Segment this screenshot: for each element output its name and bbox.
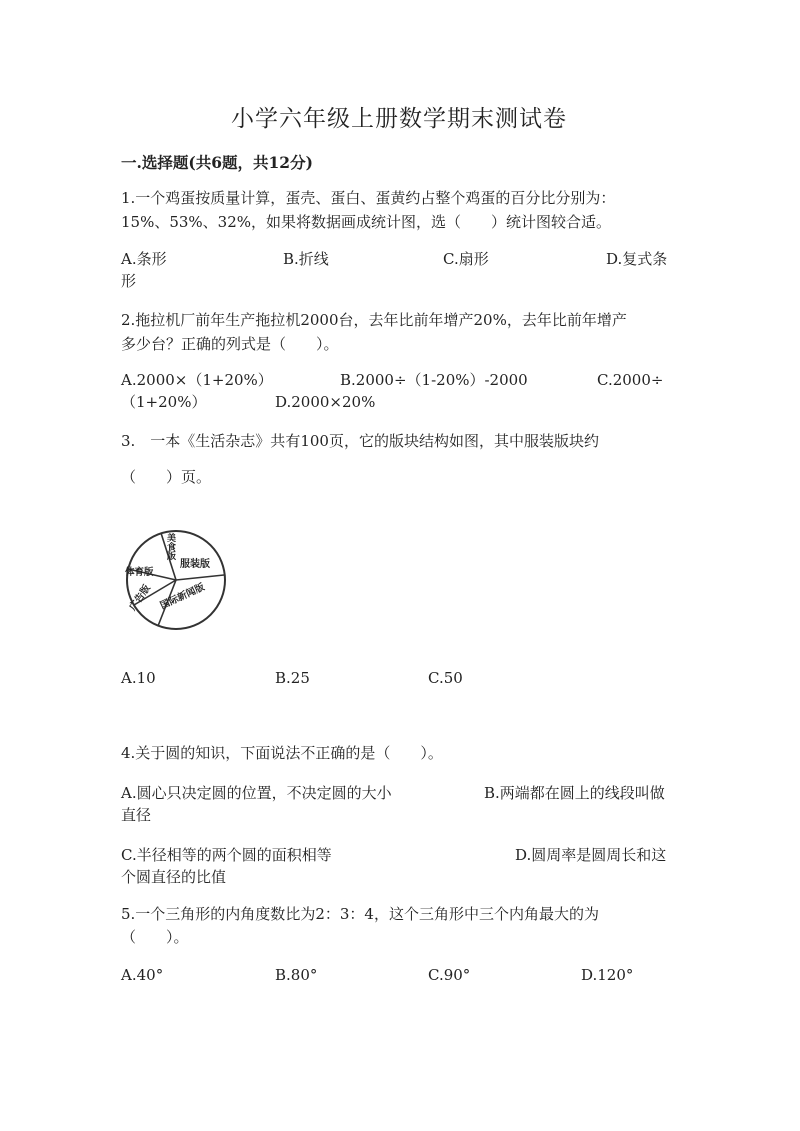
question-4-option-b-wrap: 直径 <box>121 806 152 824</box>
question-3-option-b[interactable]: B.25 <box>275 669 310 687</box>
question-2-option-a[interactable]: A.2000×（1+20%） <box>121 371 273 389</box>
pie-label-fashion: 服装版 <box>180 559 210 570</box>
question-1-option-d-wrap: 形 <box>121 272 137 290</box>
question-4-line-1: 4.关于圆的知识，下面说法不正确的是（ ）。 <box>121 744 443 762</box>
section-heading: 一.选择题(共6题，共12分) <box>121 153 313 172</box>
question-4-option-d-wrap: 个圆直径的比值 <box>121 868 227 886</box>
question-1-option-d[interactable]: D.复式条 <box>606 250 668 268</box>
question-2-option-b[interactable]: B.2000÷（1-20%）-2000 <box>340 371 528 389</box>
pie-label-international-news: 国际新闻版 <box>158 581 207 612</box>
question-1-line-1: 1.一个鸡蛋按质量计算，蛋壳、蛋白、蛋黄约占整个鸡蛋的百分比分别为： <box>121 189 616 207</box>
magazine-sections-pie-chart <box>120 525 232 633</box>
question-5-line-2: （ ）。 <box>121 928 189 946</box>
pie-label-ads: 广告版 <box>127 583 153 613</box>
question-5-line-1: 5.一个三角形的内角度数比为2：3：4，这个三角形中三个内角最大的为 <box>121 905 599 923</box>
question-4-option-a[interactable]: A.圆心只决定圆的位置，不决定圆的大小 <box>121 784 392 802</box>
question-5-option-b[interactable]: B.80° <box>275 966 318 984</box>
question-5-option-d[interactable]: D.120° <box>581 966 634 984</box>
question-1-option-c[interactable]: C.扇形 <box>443 250 489 268</box>
question-5-option-a[interactable]: A.40° <box>121 966 164 984</box>
question-2-line-2: 多少台？正确的列式是（ ）。 <box>121 335 339 353</box>
question-2-line-1: 2.拖拉机厂前年生产拖拉机2000台，去年比前年增产20%，去年比前年增产 <box>121 311 627 329</box>
question-3-option-c[interactable]: C.50 <box>428 669 463 687</box>
question-3-line-1: 3. 一本《生活杂志》共有100页，它的版块结构如图，其中服装版块约 <box>121 432 599 450</box>
page-title: 小学六年级上册数学期末测试卷 <box>231 106 567 132</box>
question-1-option-a[interactable]: A.条形 <box>121 250 167 268</box>
pie-label-sports: 体育版 <box>125 567 154 578</box>
pie-label-food: 美食版 <box>165 533 175 560</box>
question-1-line-2: 15%、53%、32%，如果将数据画成统计图，选（ ）统计图较合适。 <box>121 213 612 231</box>
question-5-option-c[interactable]: C.90° <box>428 966 471 984</box>
question-4-option-b[interactable]: B.两端都在圆上的线段叫做 <box>484 784 665 802</box>
question-4-option-d[interactable]: D.圆周率是圆周长和这 <box>515 846 667 864</box>
question-2-option-c[interactable]: C.2000÷ <box>597 371 664 389</box>
question-4-option-c[interactable]: C.半径相等的两个圆的面积相等 <box>121 846 332 864</box>
question-2-option-d[interactable]: D.2000×20% <box>275 393 376 411</box>
question-1-option-b[interactable]: B.折线 <box>283 250 329 268</box>
question-3-line-2: （ ）页。 <box>121 468 212 486</box>
question-3-option-a[interactable]: A.10 <box>121 669 156 687</box>
question-2-option-c-wrap: （1+20%） <box>121 393 207 411</box>
